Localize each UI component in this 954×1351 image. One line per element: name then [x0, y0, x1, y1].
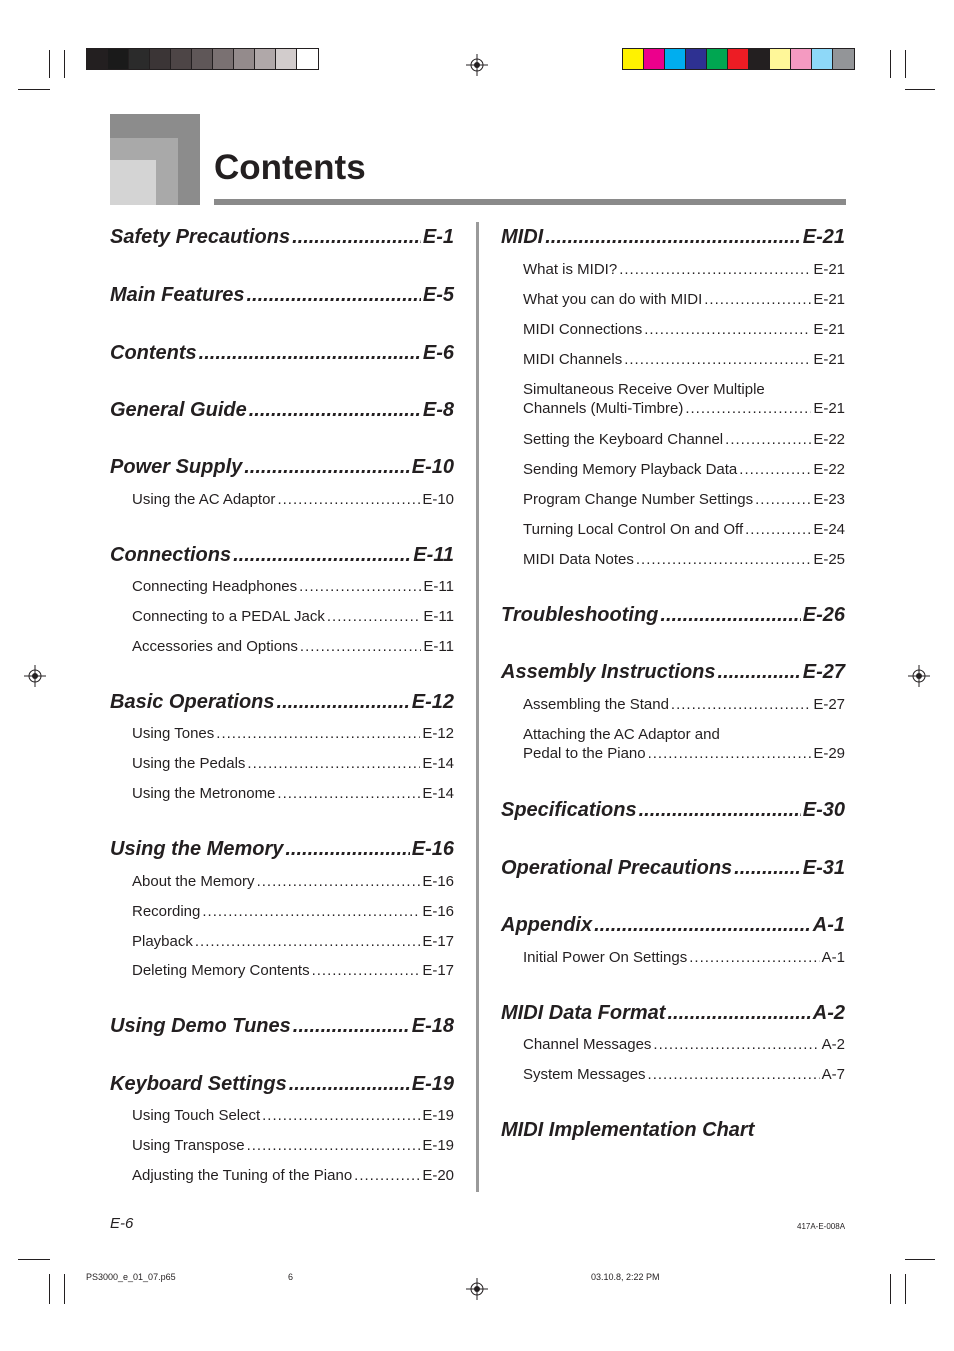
crop-mark: [64, 1274, 65, 1304]
toc-section-label: Using Demo Tunes: [110, 1015, 291, 1037]
toc-subentry[interactable]: [501, 291, 845, 308]
dot-leader: [648, 1066, 820, 1083]
dot-leader: [244, 456, 410, 479]
gray-color-bar: [86, 48, 319, 70]
color-swatch: [255, 49, 276, 69]
toc-page-number: E-19: [411, 1073, 454, 1095]
toc-page-number: E-12: [422, 725, 454, 742]
toc-subentry-label: MIDI Channels: [523, 351, 623, 368]
toc-section-entry[interactable]: [501, 661, 845, 684]
toc-subentry[interactable]: [110, 578, 454, 595]
toc-subentry-label: System Messages: [523, 1066, 646, 1083]
toc-subentry-label: Using the Metronome: [132, 785, 276, 802]
toc-section-label: MIDI Data Format: [501, 1002, 666, 1024]
registration-mark-icon: [466, 1278, 488, 1300]
registration-mark-icon: [24, 665, 46, 687]
dot-leader: [293, 1015, 410, 1038]
dot-leader: [277, 785, 420, 802]
toc-section-entry[interactable]: [110, 838, 454, 861]
toc-page-number: E-19: [422, 1137, 454, 1154]
dot-leader: [257, 873, 421, 890]
dot-leader: [725, 431, 811, 448]
toc-section-entry[interactable]: [110, 342, 454, 365]
color-swatch: [297, 49, 318, 69]
toc-subentry-label: Using Transpose: [132, 1137, 245, 1154]
column-divider: [476, 222, 479, 1192]
toc-page-number: E-6: [422, 342, 454, 364]
toc-section-label: Connections: [110, 544, 232, 566]
toc-page-number: E-16: [422, 873, 454, 890]
dot-leader: [277, 691, 410, 714]
toc-subentry[interactable]: [110, 873, 454, 890]
toc-section-label: Power Supply: [110, 456, 243, 478]
toc-subentry-label: MIDI Connections: [523, 321, 643, 338]
toc-section-label: Troubleshooting: [501, 604, 659, 626]
toc-subentry[interactable]: [501, 551, 845, 568]
toc-page-number: E-23: [813, 491, 845, 508]
dot-leader: [202, 903, 420, 920]
crop-mark: [18, 1259, 50, 1260]
toc-subentry[interactable]: [501, 351, 845, 368]
toc-page-number: E-21: [813, 321, 845, 338]
toc-subentry[interactable]: [110, 962, 454, 979]
toc-section-entry[interactable]: [110, 456, 454, 479]
toc-section-label: Main Features: [110, 284, 245, 306]
toc-section-entry[interactable]: [110, 284, 454, 307]
slug-file: PS3000_e_01_07.p65: [86, 1272, 176, 1282]
toc-section-label: Assembly Instructions: [501, 661, 716, 683]
toc-section-label: MIDI Implementation Chart: [501, 1119, 755, 1141]
color-swatch: [171, 49, 192, 69]
color-swatch: [234, 49, 255, 69]
toc-subentry-label: Connecting to a PEDAL Jack: [132, 608, 325, 625]
toc-subentry[interactable]: [110, 903, 454, 920]
toc-section-label: General Guide: [110, 399, 247, 421]
dot-leader: [195, 933, 420, 950]
toc-page-number: E-21: [802, 226, 845, 248]
slug-date: 03.10.8, 2:22 PM: [591, 1272, 660, 1282]
page-title: Contents: [214, 148, 366, 187]
toc-subentry-label: Using Touch Select: [132, 1107, 261, 1124]
toc-subentry-label: What you can do with MIDI: [523, 291, 703, 308]
color-swatch: [707, 49, 728, 69]
title-rule: [214, 199, 846, 205]
toc-subentry[interactable]: [110, 1167, 454, 1184]
toc-subentry[interactable]: [501, 949, 845, 966]
toc-subentry[interactable]: [110, 608, 454, 625]
toc-section-label: Appendix: [501, 914, 593, 936]
toc-page-number: E-11: [423, 578, 454, 595]
toc-section-entry[interactable]: [110, 691, 454, 714]
crop-mark: [49, 1274, 50, 1304]
toc-page-number: A-1: [812, 914, 845, 936]
toc-subentry[interactable]: [110, 725, 454, 742]
color-swatch: [833, 49, 854, 69]
toc-page-number: E-31: [802, 857, 845, 879]
dot-leader: [247, 755, 420, 772]
color-swatch: [644, 49, 665, 69]
dot-leader: [667, 1002, 810, 1025]
toc-subentry[interactable]: [110, 638, 454, 655]
crop-mark: [905, 1274, 906, 1304]
toc-section-label: Keyboard Settings: [110, 1073, 287, 1095]
dot-leader: [689, 949, 819, 966]
color-swatch: [87, 49, 108, 69]
toc-subentry[interactable]: [110, 933, 454, 950]
dot-leader: [734, 857, 801, 880]
toc-subentry-label: Turning Local Control On and Off: [523, 521, 744, 538]
title-decoration: [110, 114, 200, 205]
dot-leader: [262, 1107, 420, 1124]
toc-page-number: A-1: [821, 949, 845, 966]
toc-subentry-label: Pedal to the Piano: [523, 745, 646, 762]
toc-section-entry[interactable]: [110, 1073, 454, 1096]
toc-section-label: Using the Memory: [110, 838, 284, 860]
toc-page-number: E-17: [422, 962, 454, 979]
toc-subentry-label: Channel Messages: [523, 1036, 652, 1053]
toc-subentry-label-line: Simultaneous Receive Over Multiple: [523, 381, 765, 398]
toc-page-number: E-21: [813, 400, 845, 417]
toc-page-number: E-22: [813, 431, 845, 448]
dot-leader: [671, 696, 811, 713]
toc-page-number: A-2: [812, 1002, 845, 1024]
crop-mark: [890, 1274, 891, 1304]
toc-section-entry[interactable]: [501, 914, 845, 937]
color-swatch: [623, 49, 644, 69]
dot-leader: [300, 638, 422, 655]
dot-leader: [216, 725, 420, 742]
toc-page-number: E-30: [802, 799, 845, 821]
toc-page-number: E-26: [802, 604, 845, 626]
page-number: E-6: [110, 1215, 134, 1232]
toc-section-entry[interactable]: [501, 799, 845, 822]
dot-leader: [312, 962, 421, 979]
toc-page-number: E-1: [422, 226, 454, 248]
toc-subentry[interactable]: [501, 1066, 845, 1083]
toc-section-label: Operational Precautions: [501, 857, 733, 879]
toc-page-number: E-25: [813, 551, 845, 568]
toc-subentry-label-line: Attaching the AC Adaptor and: [523, 726, 720, 743]
toc-page-number: E-27: [802, 661, 845, 683]
dot-leader: [299, 578, 421, 595]
toc-subentry[interactable]: [110, 491, 454, 508]
toc-subentry-label: Using Tones: [132, 725, 215, 742]
toc-page-number: E-5: [422, 284, 454, 306]
toc-section-entry[interactable]: [501, 604, 845, 627]
toc-page-number: E-18: [411, 1015, 454, 1037]
toc-page-number: E-21: [813, 291, 845, 308]
dot-leader: [718, 661, 801, 684]
toc-section-label: Basic Operations: [110, 691, 275, 713]
toc-subentry-label: Connecting Headphones: [132, 578, 298, 595]
toc-subentry-label: Program Change Number Settings: [523, 491, 754, 508]
crop-mark: [18, 89, 50, 90]
toc-section-entry[interactable]: [110, 226, 454, 249]
toc-page-number: E-11: [423, 608, 454, 625]
toc-subentry-label: Assembling the Stand: [523, 696, 669, 713]
dot-leader: [327, 608, 422, 625]
toc-page-number: E-16: [422, 903, 454, 920]
toc-page-number: E-12: [411, 691, 454, 713]
toc-section-label: MIDI: [501, 226, 544, 248]
toc-page-number: E-16: [411, 838, 454, 860]
dot-leader: [545, 226, 801, 249]
toc-subentry[interactable]: [501, 321, 845, 338]
toc-page-number: E-10: [422, 491, 454, 508]
toc-page-number: E-8: [422, 399, 454, 421]
toc-page-number: A-7: [821, 1066, 845, 1083]
dot-leader: [685, 400, 811, 417]
toc-subentry[interactable]: [501, 491, 845, 508]
dot-leader: [354, 1167, 420, 1184]
dot-leader: [289, 1073, 410, 1096]
toc-page-number: E-11: [423, 638, 454, 655]
toc-subentry-label: Playback: [132, 933, 193, 950]
toc-subentry[interactable]: [501, 696, 845, 713]
crop-mark: [905, 1259, 935, 1260]
toc-page-number: E-14: [422, 755, 454, 772]
toc-subentry-label: Channels (Multi-Timbre): [523, 400, 684, 417]
toc-page-number: E-11: [413, 544, 454, 566]
crop-mark: [905, 89, 935, 90]
crop-mark: [49, 50, 50, 78]
dot-leader: [594, 914, 811, 937]
dot-leader: [277, 491, 420, 508]
dot-leader: [648, 745, 812, 762]
color-swatch: [276, 49, 297, 69]
crop-mark: [890, 50, 891, 78]
toc-subentry-label: Recording: [132, 903, 201, 920]
dot-leader: [739, 461, 811, 478]
color-swatch: [108, 49, 129, 69]
toc-subentry-label: Using the AC Adaptor: [132, 491, 276, 508]
toc-subentry[interactable]: [110, 1137, 454, 1154]
color-swatch: [728, 49, 749, 69]
crop-mark: [905, 50, 906, 78]
dot-leader: [745, 521, 811, 538]
toc-page-number: E-24: [813, 521, 845, 538]
toc-page-number: A-2: [821, 1036, 845, 1053]
toc-page-number: E-20: [422, 1167, 454, 1184]
toc-page-number: E-14: [422, 785, 454, 802]
toc-subentry-label: What is MIDI?: [523, 261, 618, 278]
toc-section-entry[interactable]: [501, 226, 845, 249]
color-swatch: [192, 49, 213, 69]
process-color-bar: [622, 48, 855, 70]
toc-section-entry[interactable]: [110, 399, 454, 422]
toc-subentry[interactable]: [501, 261, 845, 278]
toc-subentry[interactable]: [501, 461, 845, 478]
dot-leader: [246, 284, 420, 307]
toc-subentry-label: Setting the Keyboard Channel: [523, 431, 724, 448]
toc-page-number: E-22: [813, 461, 845, 478]
toc-section-entry[interactable]: [501, 1002, 845, 1025]
toc-subentry-label: Using the Pedals: [132, 755, 246, 772]
toc-page-number: E-21: [813, 351, 845, 368]
toc-subentry[interactable]: [501, 521, 845, 538]
color-swatch: [150, 49, 171, 69]
dot-leader: [755, 491, 811, 508]
registration-mark-icon: [908, 665, 930, 687]
color-swatch: [791, 49, 812, 69]
registration-mark-icon: [466, 54, 488, 76]
color-swatch: [665, 49, 686, 69]
color-swatch: [686, 49, 707, 69]
dot-leader: [636, 551, 811, 568]
toc-subentry[interactable]: [501, 431, 845, 448]
dot-leader: [247, 1137, 421, 1154]
toc-page-number: E-17: [422, 933, 454, 950]
dot-leader: [639, 799, 801, 822]
toc-page-number: E-29: [813, 745, 845, 762]
dot-leader: [233, 544, 411, 567]
color-swatch: [213, 49, 234, 69]
toc-subentry-label: Adjusting the Tuning of the Piano: [132, 1167, 353, 1184]
toc-page-number: E-21: [813, 261, 845, 278]
toc-subentry-label: Sending Memory Playback Data: [523, 461, 738, 478]
toc-section-entry[interactable]: [501, 1119, 845, 1142]
toc-section-entry[interactable]: [110, 1015, 454, 1038]
toc-section-entry[interactable]: [110, 544, 454, 567]
dot-leader: [619, 261, 811, 278]
color-swatch: [129, 49, 150, 69]
toc-section-label: Specifications: [501, 799, 637, 821]
crop-mark: [64, 50, 65, 78]
document-code: 417A-E-008A: [797, 1222, 846, 1231]
toc-subentry[interactable]: [110, 785, 454, 802]
toc-subentry-label: About the Memory: [132, 873, 255, 890]
dot-leader: [199, 342, 421, 365]
toc-subentry-label: Accessories and Options: [132, 638, 298, 655]
toc-subentry[interactable]: [110, 755, 454, 772]
slug-page: 6: [288, 1272, 294, 1282]
toc-subentry[interactable]: [110, 1107, 454, 1124]
toc-section-entry[interactable]: [501, 857, 845, 880]
dot-leader: [249, 399, 421, 422]
color-swatch: [749, 49, 770, 69]
dot-leader: [644, 321, 811, 338]
toc-page-number: E-19: [422, 1107, 454, 1124]
dot-leader: [653, 1036, 819, 1053]
toc-subentry[interactable]: [523, 726, 845, 762]
toc-subentry[interactable]: [523, 381, 845, 417]
toc-page-number: E-27: [813, 696, 845, 713]
dot-leader: [624, 351, 811, 368]
toc-section-label: Safety Precautions: [110, 226, 291, 248]
toc-section-label: Contents: [110, 342, 197, 364]
toc-subentry-label: MIDI Data Notes: [523, 551, 634, 568]
color-swatch: [770, 49, 791, 69]
dot-leader: [660, 604, 800, 627]
dot-leader: [704, 291, 811, 308]
toc-subentry[interactable]: [501, 1036, 845, 1053]
toc-page-number: E-10: [411, 456, 454, 478]
dot-leader: [292, 226, 421, 249]
color-swatch: [812, 49, 833, 69]
toc-subentry-label: Initial Power On Settings: [523, 949, 688, 966]
toc-subentry-label: Deleting Memory Contents: [132, 962, 310, 979]
dot-leader: [285, 838, 409, 861]
